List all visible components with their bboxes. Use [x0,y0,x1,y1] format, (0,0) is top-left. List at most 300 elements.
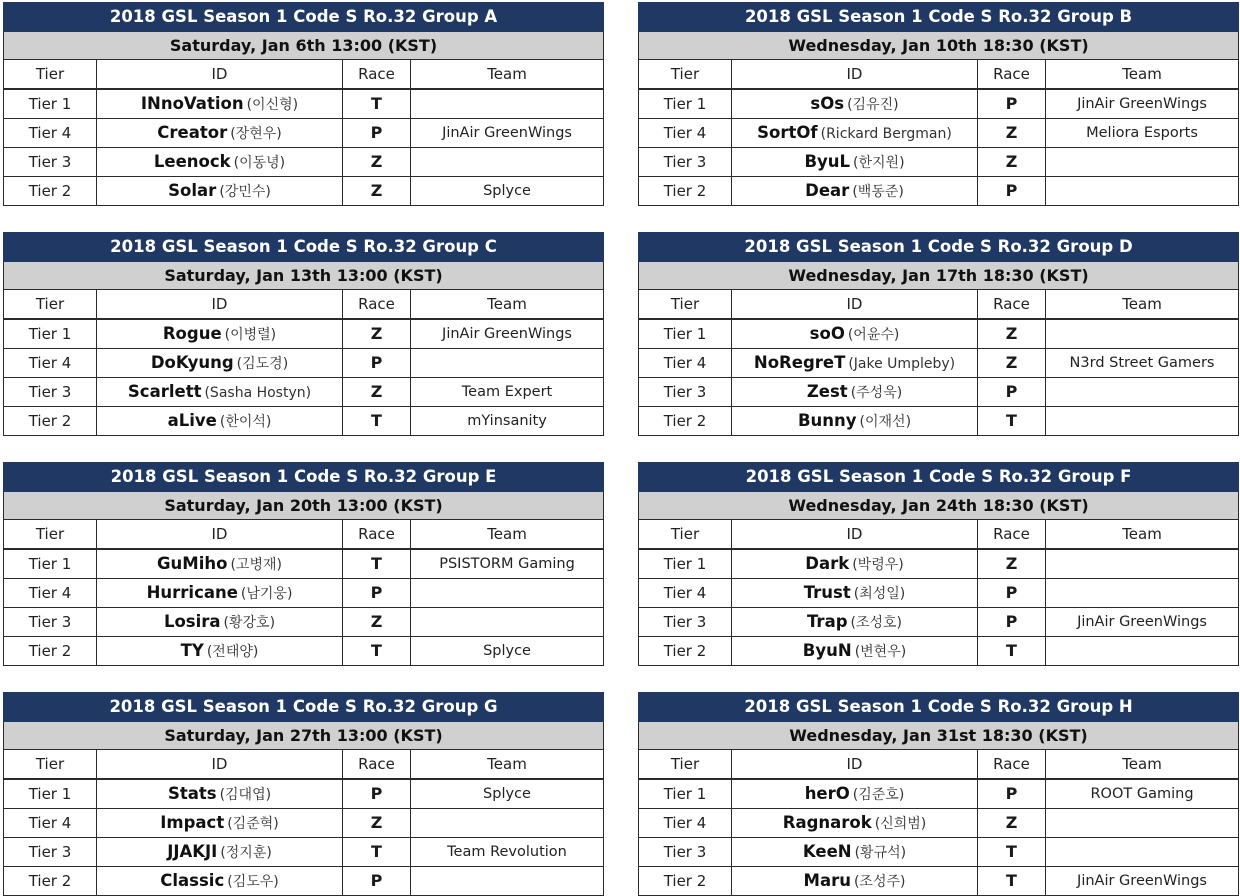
header-team: Team [1046,750,1239,780]
player-race: Z [978,148,1046,177]
player-team: JinAir GreenWings [1046,89,1239,119]
group-title: 2018 GSL Season 1 Code S Ro.32 Group D [639,233,1239,262]
player-row [4,779,604,809]
player-team [1046,809,1239,838]
player-id [732,319,978,349]
player-name: aLive [167,410,217,430]
player-row [639,838,1239,867]
player-name: Dark [805,553,850,573]
player-real-name: (정지훈) [220,844,272,861]
player-row [639,177,1239,206]
player-row [639,579,1239,608]
player-real-name: (김유진) [847,96,899,113]
player-tier: Tier 2 [639,407,732,436]
player-row [639,349,1239,378]
player-id [732,148,978,177]
group-title: 2018 GSL Season 1 Code S Ro.32 Group A [4,3,604,32]
player-name: Dear [805,180,850,200]
group-date: Wednesday, Jan 17th 18:30 (KST) [639,262,1239,290]
player-row [4,89,604,119]
group-date-row [639,722,1239,750]
player-row [639,119,1239,148]
player-name: ByuL [804,151,851,171]
player-id [732,349,978,378]
group-table [638,692,1239,896]
player-row [4,378,604,407]
player-tier: Tier 3 [4,148,97,177]
player-tier: Tier 1 [639,779,732,809]
player-race: T [978,637,1046,666]
player-race: P [978,89,1046,119]
player-row [639,637,1239,666]
player-team [411,89,604,119]
player-team [411,148,604,177]
player-row [4,319,604,349]
player-race: P [978,177,1046,206]
group-table [638,232,1239,436]
group-date-row [4,262,604,290]
player-name: Rogue [162,323,222,343]
player-tier: Tier 1 [4,779,97,809]
player-name: GuMiho [157,553,228,573]
player-name: Trap [806,611,848,631]
header-team: Team [411,290,604,320]
player-race: T [978,838,1046,867]
group-title-row [639,3,1239,32]
player-name: Trust [803,582,851,602]
player-race: P [343,867,411,896]
player-name: Losira [163,611,221,631]
player-race: Z [343,319,411,349]
player-id [732,579,978,608]
player-tier: Tier 1 [639,549,732,579]
player-real-name: (전태양) [206,643,259,660]
player-race: P [978,579,1046,608]
player-team [1046,407,1239,436]
player-real-name: (김준호) [852,786,905,803]
player-race: Z [978,549,1046,579]
player-team: Team Revolution [411,838,604,867]
player-id [97,89,343,119]
player-team [1046,319,1239,349]
player-race: P [343,119,411,148]
player-race: Z [343,177,411,206]
group-title: 2018 GSL Season 1 Code S Ro.32 Group E [4,463,604,492]
player-id [97,349,343,378]
player-team: PSISTORM Gaming [411,549,604,579]
player-real-name: (Jake Umpleby) [848,355,956,372]
player-real-name: (이동녕) [233,154,286,171]
player-id [97,809,343,838]
player-row [4,349,604,378]
header-race: Race [343,520,411,550]
player-real-name: (백동준) [852,183,904,200]
player-race: Z [343,378,411,407]
player-row [4,407,604,436]
player-id [97,407,343,436]
player-tier: Tier 3 [639,378,732,407]
header-team: Team [411,520,604,550]
player-id [97,579,343,608]
player-team [1046,148,1239,177]
header-race: Race [978,750,1046,780]
player-tier: Tier 2 [4,407,97,436]
group-title: 2018 GSL Season 1 Code S Ro.32 Group H [639,693,1239,722]
player-race: T [343,838,411,867]
player-tier: Tier 3 [639,148,732,177]
player-real-name: (황규석) [854,844,907,861]
player-tier: Tier 4 [639,809,732,838]
player-tier: Tier 2 [4,637,97,666]
player-tier: Tier 1 [4,89,97,119]
player-name: Zest [806,381,848,401]
group-title: 2018 GSL Season 1 Code S Ro.32 Group C [4,233,604,262]
player-id [732,867,978,896]
player-real-name: (김준혁) [227,815,279,832]
player-name: ByuN [802,640,852,660]
player-row [4,608,604,637]
player-id [732,838,978,867]
group-title-row [639,233,1239,262]
player-team [411,349,604,378]
column-header-row [4,290,604,320]
player-row [639,378,1239,407]
header-team: Team [1046,60,1239,90]
column-header-row [639,60,1239,90]
header-race: Race [978,520,1046,550]
player-id [732,378,978,407]
player-team [411,579,604,608]
player-team: Team Expert [411,378,604,407]
player-real-name: (이병렬) [224,326,277,343]
group-title-row [4,3,604,32]
player-id [732,637,978,666]
player-race: P [978,378,1046,407]
player-id [732,549,978,579]
player-tier: Tier 3 [4,838,97,867]
header-race: Race [978,60,1046,90]
group-date: Wednesday, Jan 24th 18:30 (KST) [639,492,1239,520]
group-date-row [639,262,1239,290]
header-race: Race [343,60,411,90]
group-date-row [4,722,604,750]
player-tier: Tier 4 [4,119,97,148]
player-race: P [343,349,411,378]
player-team [1046,637,1239,666]
player-name: INnoVation [140,93,244,113]
player-race: P [343,579,411,608]
header-id: ID [97,60,343,90]
player-real-name: (어윤수) [847,326,900,343]
player-row [4,148,604,177]
player-tier: Tier 4 [4,809,97,838]
player-id [732,407,978,436]
group-date: Saturday, Jan 13th 13:00 (KST) [4,262,604,290]
header-race: Race [343,290,411,320]
player-tier: Tier 4 [639,349,732,378]
header-tier: Tier [4,750,97,780]
player-row [4,579,604,608]
header-team: Team [1046,520,1239,550]
player-id [97,608,343,637]
player-race: T [343,637,411,666]
player-team [1046,579,1239,608]
group-date-row [639,32,1239,60]
player-name: TY [180,640,204,660]
header-tier: Tier [4,290,97,320]
player-id [732,119,978,148]
player-team [1046,838,1239,867]
player-row [4,809,604,838]
group-title: 2018 GSL Season 1 Code S Ro.32 Group F [639,463,1239,492]
player-race: Z [343,809,411,838]
player-team [411,867,604,896]
player-id [732,608,978,637]
player-id [732,809,978,838]
player-name: Scarlett [127,381,202,401]
group-title-row [639,693,1239,722]
group-title-row [4,463,604,492]
player-real-name: (이신형) [246,96,299,113]
player-real-name: (Sasha Hostyn) [204,384,312,401]
player-tier: Tier 4 [4,579,97,608]
player-name: Classic [160,870,225,890]
player-row [639,809,1239,838]
group-title-row [4,233,604,262]
player-real-name: (조성주) [853,873,906,890]
header-tier: Tier [639,290,732,320]
player-team: JinAir GreenWings [411,319,604,349]
player-name: Impact [160,812,225,832]
player-row [639,608,1239,637]
player-id [732,177,978,206]
player-tier: Tier 4 [639,119,732,148]
player-real-name: (김도우) [227,873,279,890]
group-title: 2018 GSL Season 1 Code S Ro.32 Group G [4,693,604,722]
player-team: ROOT Gaming [1046,779,1239,809]
player-team [411,809,604,838]
player-id [97,838,343,867]
player-row [4,867,604,896]
player-race: Z [343,148,411,177]
player-row [4,177,604,206]
player-name: Leenock [153,151,231,171]
player-id [97,177,343,206]
player-name: herO [804,783,850,803]
group-table [638,2,1239,206]
player-tier: Tier 3 [4,378,97,407]
header-id: ID [732,290,978,320]
player-id [97,637,343,666]
player-row [4,838,604,867]
player-race: Z [978,809,1046,838]
player-tier: Tier 1 [639,319,732,349]
group-table [3,2,604,206]
player-name: Solar [168,180,217,200]
header-tier: Tier [639,60,732,90]
group-date: Saturday, Jan 6th 13:00 (KST) [4,32,604,60]
player-team: JinAir GreenWings [1046,608,1239,637]
player-row [639,779,1239,809]
player-real-name: (김대엽) [219,786,272,803]
player-tier: Tier 2 [639,637,732,666]
player-real-name: (장현우) [230,125,282,142]
group-date-row [4,492,604,520]
player-team: Meliora Esports [1046,119,1239,148]
player-real-name: (주성욱) [850,384,903,401]
player-row [4,549,604,579]
player-real-name: (Rickard Bergman) [820,125,952,142]
group-title-row [4,693,604,722]
player-name: Maru [803,870,851,890]
player-real-name: (최성일) [853,585,906,602]
header-race: Race [343,750,411,780]
player-id [97,779,343,809]
group-table [3,232,604,436]
player-tier: Tier 3 [4,608,97,637]
player-real-name: (이재선) [859,413,912,430]
player-team [411,608,604,637]
header-team: Team [411,750,604,780]
player-real-name: (황강호) [223,614,276,631]
player-name: SortOf [757,122,818,142]
header-tier: Tier [639,520,732,550]
player-team [1046,177,1239,206]
player-tier: Tier 2 [639,867,732,896]
column-header-row [4,60,604,90]
player-race: Z [978,349,1046,378]
player-real-name: (한이석) [219,413,272,430]
player-tier: Tier 2 [4,177,97,206]
player-name: sOs [810,93,845,113]
player-name: Stats [167,783,217,803]
player-tier: Tier 3 [639,608,732,637]
group-table [638,462,1239,666]
column-header-row [639,750,1239,780]
player-real-name: (변현우) [854,643,907,660]
player-id [732,89,978,119]
player-tier: Tier 2 [4,867,97,896]
header-id: ID [732,750,978,780]
player-race: P [343,779,411,809]
group-date: Wednesday, Jan 10th 18:30 (KST) [639,32,1239,60]
column-header-row [4,520,604,550]
player-race: T [978,407,1046,436]
player-real-name: (김도경) [236,355,289,372]
player-row [4,119,604,148]
player-real-name: (강민수) [219,183,271,200]
player-id [732,779,978,809]
player-team: Splyce [411,779,604,809]
column-header-row [4,750,604,780]
player-real-name: (박령우) [852,556,904,573]
player-race: T [343,89,411,119]
header-id: ID [97,750,343,780]
player-row [639,867,1239,896]
player-race: P [978,779,1046,809]
player-team: JinAir GreenWings [411,119,604,148]
player-tier: Tier 1 [639,89,732,119]
player-name: soO [809,323,845,343]
player-race: T [343,549,411,579]
player-real-name: (남기웅) [240,585,293,602]
player-name: Ragnarok [782,812,872,832]
column-header-row [639,520,1239,550]
player-team: JinAir GreenWings [1046,867,1239,896]
player-team: mYinsanity [411,407,604,436]
player-real-name: (한지원) [853,154,905,171]
player-team: Splyce [411,177,604,206]
player-id [97,549,343,579]
header-team: Team [1046,290,1239,320]
player-name: NoRegreT [753,352,846,372]
group-date-row [4,32,604,60]
player-name: KeeN [802,841,852,861]
player-tier: Tier 1 [4,549,97,579]
player-name: DoKyung [150,352,234,372]
header-race: Race [978,290,1046,320]
player-row [639,89,1239,119]
player-tier: Tier 2 [639,177,732,206]
group-date: Saturday, Jan 20th 13:00 (KST) [4,492,604,520]
player-row [639,549,1239,579]
group-date: Wednesday, Jan 31st 18:30 (KST) [639,722,1239,750]
player-race: Z [978,319,1046,349]
header-id: ID [732,520,978,550]
player-team: N3rd Street Gamers [1046,349,1239,378]
player-id [97,378,343,407]
player-team: Splyce [411,637,604,666]
header-id: ID [732,60,978,90]
player-real-name: (고병재) [230,556,282,573]
column-header-row [639,290,1239,320]
player-race: P [978,608,1046,637]
player-team [1046,378,1239,407]
group-table [3,462,604,666]
player-id [97,867,343,896]
player-name: Creator [157,122,228,142]
header-tier: Tier [639,750,732,780]
player-race: Z [978,119,1046,148]
player-id [97,119,343,148]
player-race: T [343,407,411,436]
player-tier: Tier 1 [4,319,97,349]
player-name: Hurricane [146,582,238,602]
player-tier: Tier 4 [639,579,732,608]
player-row [4,637,604,666]
player-team [1046,549,1239,579]
player-row [639,319,1239,349]
player-real-name: (조성호) [850,614,903,631]
group-title: 2018 GSL Season 1 Code S Ro.32 Group B [639,3,1239,32]
player-tier: Tier 4 [4,349,97,378]
player-row [639,407,1239,436]
player-row [639,148,1239,177]
group-table [3,692,604,896]
player-real-name: (신희범) [874,815,927,832]
header-tier: Tier [4,60,97,90]
player-id [97,148,343,177]
player-name: JJAKJI [167,841,218,861]
player-race: Z [343,608,411,637]
group-title-row [639,463,1239,492]
header-id: ID [97,290,343,320]
player-id [97,319,343,349]
group-date: Saturday, Jan 27th 13:00 (KST) [4,722,604,750]
header-team: Team [411,60,604,90]
player-race: T [978,867,1046,896]
header-tier: Tier [4,520,97,550]
